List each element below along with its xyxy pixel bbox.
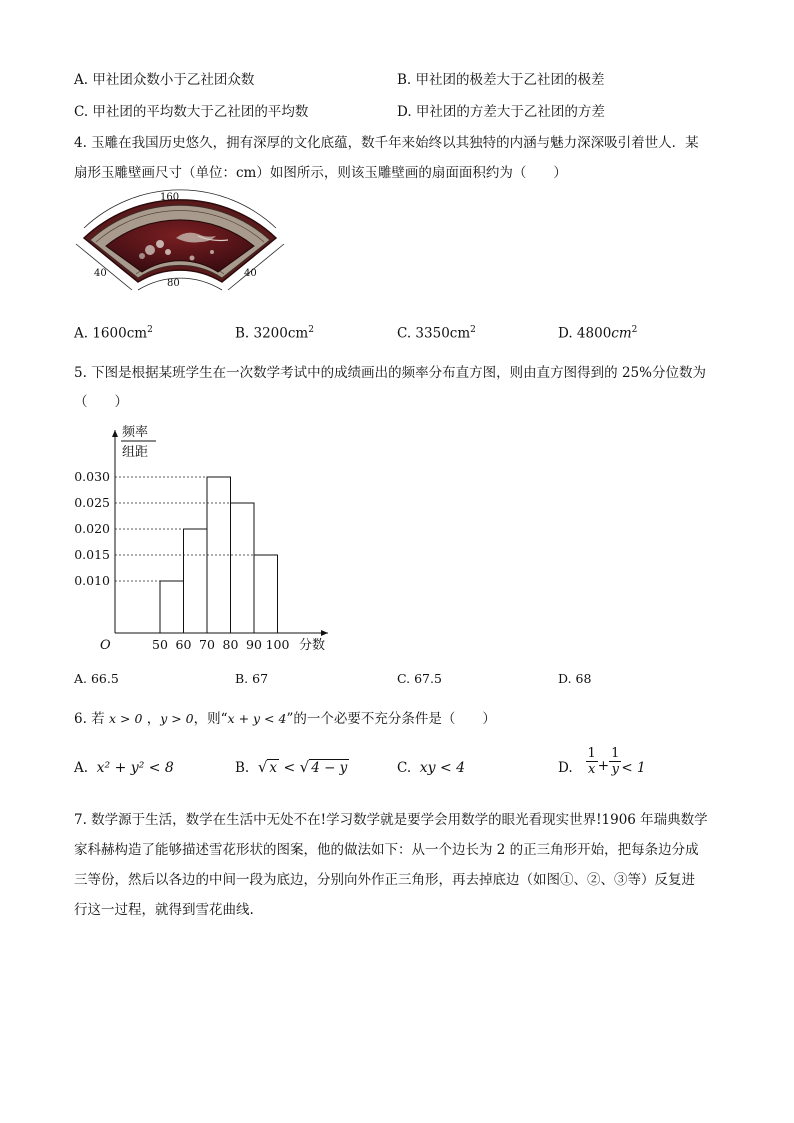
histogram-y-tick-label: 0.025	[74, 495, 110, 510]
q6-option-d: D. $\frac{1}{x}$ + $\frac{1}{y}$ < 1	[558, 746, 646, 777]
q6-option-a: A. x² + y² < 8	[74, 760, 174, 776]
q5-option-d: D. 68	[558, 671, 592, 686]
q7-text-line1: 7. 数学源于生活，数学在生活中无处不在!学习数学就是要学会用数学的眼光看现实世界!1906 年瑞典数学	[74, 812, 708, 828]
q3-option-c: C. 甲社团的平均数大于乙社团的平均数	[74, 104, 309, 120]
fig-label-right: 40	[244, 268, 257, 279]
histogram-ylabel-bottom: 组距	[122, 445, 149, 460]
histogram-y-tick-label: 0.020	[74, 521, 110, 536]
q4-option-c: C. $3350cm^2$	[397, 325, 476, 342]
histogram-y-tick-label: 0.030	[74, 469, 110, 484]
fig-label-left: 40	[94, 268, 107, 279]
histogram-x-tick-label: 60	[175, 637, 192, 652]
q4-text-line1: 4. 玉雕在我国历史悠久，拥有深厚的文化底蕴，数千年来始终以其独特的内涵与魅力深深吸引着世人．某	[74, 135, 699, 151]
q5-text-line1: 5. 下图是根据某班学生在一次数学考试中的成绩画出的频率分布直方图，则由直方图得到的 25%分位数为	[74, 365, 706, 381]
histogram-ylabel-top: 频率	[122, 425, 149, 440]
q5-option-c: C. 67.5	[397, 671, 442, 686]
histogram-xlabel: 分数	[299, 638, 326, 653]
q7-text-line4: 行这一过程，就得到雪花曲线.	[74, 902, 254, 918]
histogram-x-tick-label: 100	[265, 637, 290, 652]
histogram-bar	[231, 503, 255, 633]
fig-label-bottom: 80	[167, 278, 180, 289]
q3-option-a: A. 甲社团众数小于乙社团众数	[74, 72, 255, 88]
y-axis-arrow	[112, 430, 118, 437]
q4-text-line2: 扇形玉雕壁画尺寸（单位：cm）如图所示，则该玉雕壁画的扇面面积约为（ ）	[74, 165, 567, 181]
q5-option-b: B. 67	[235, 671, 269, 686]
histogram-x-tick-label: 90	[246, 637, 262, 652]
q5-option-a: A. 66.5	[74, 671, 119, 686]
q4-option-d: D. $4800cm^2$	[558, 325, 638, 342]
histogram-y-tick-label: 0.010	[74, 573, 110, 588]
histogram-bar	[160, 581, 184, 633]
histogram-bar	[254, 555, 278, 633]
x-axis-arrow	[321, 630, 328, 636]
q5-text-line2: （ ）	[74, 394, 128, 410]
histogram-bar	[207, 477, 231, 633]
jade-fan-figure	[72, 186, 288, 298]
histogram-x-tick-label: 70	[199, 637, 215, 652]
histogram-bar	[184, 529, 208, 633]
q6-option-b: B. √ x < √ 4 − y	[235, 758, 348, 776]
q7-text-line2: 家科赫构造了能够描述雪花形状的图案，他的做法如下：从一个边长为 2 的正三角形开始，把每条边分成	[74, 842, 699, 858]
frequency-histogram	[70, 418, 340, 660]
q6-option-c: C. xy < 4	[397, 760, 466, 776]
q4-option-a: A. $1600cm^2$	[74, 325, 153, 342]
histogram-x-tick-label: 80	[222, 637, 239, 652]
histogram-origin: O	[100, 638, 111, 653]
q4-option-b: B. $3200cm^2$	[235, 325, 314, 342]
q3-option-d: D. 甲社团的方差大于乙社团的方差	[397, 104, 605, 120]
fig-label-top: 160	[160, 192, 180, 203]
histogram-y-tick-label: 0.015	[74, 547, 110, 562]
q7-text-line3: 三等份，然后以各边的中间一段为底边，分别向外作正三角形，再去掉底边（如图①、②、③等）反复进	[74, 872, 695, 888]
q6-text: 6. 若 x > 0 ，y > 0，则“x + y < 4”的一个必要不充分条件是（ ）	[74, 711, 496, 727]
histogram-x-tick-label: 50	[152, 637, 168, 652]
q3-option-b: B. 甲社团的极差大于乙社团的极差	[397, 72, 605, 88]
